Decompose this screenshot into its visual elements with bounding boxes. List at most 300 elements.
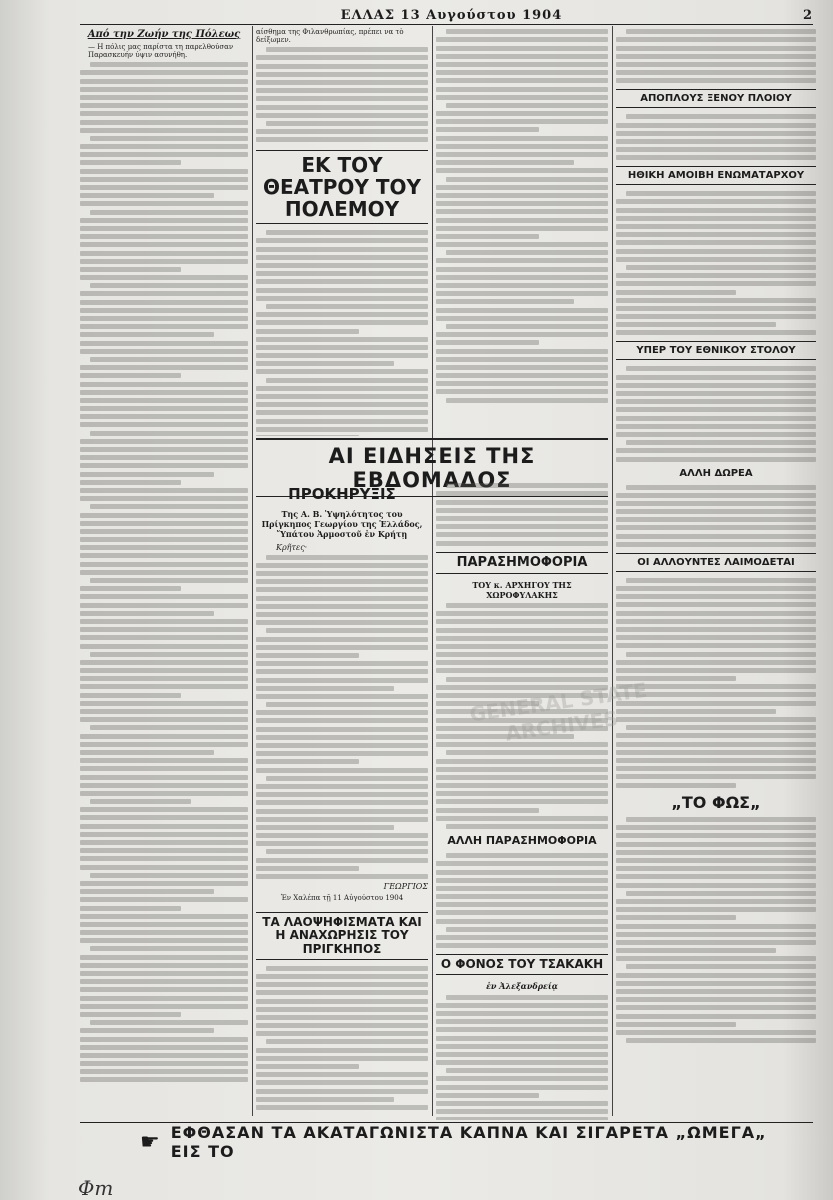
text-line bbox=[80, 553, 248, 558]
text-line bbox=[256, 64, 428, 69]
text-line bbox=[80, 365, 248, 370]
article-lead: — Η πόλις μας παρίστα τη παρελθούσαν Παρασκευήν ύψιν ασυνήθη. bbox=[88, 43, 234, 59]
text-line bbox=[616, 899, 816, 904]
edict-signature: ΓΕΩΡΓΙΟΣ bbox=[383, 882, 428, 892]
text-line bbox=[256, 809, 428, 814]
text-line bbox=[446, 750, 608, 755]
text-line bbox=[256, 1015, 428, 1020]
text-line bbox=[256, 238, 428, 243]
text-line bbox=[616, 766, 816, 771]
text-line bbox=[80, 537, 248, 542]
text-line bbox=[256, 394, 428, 399]
text-line bbox=[616, 501, 816, 506]
text-line bbox=[436, 767, 608, 772]
handwritten-signature: Φm bbox=[78, 1176, 114, 1200]
text-line bbox=[256, 800, 428, 805]
text-line bbox=[80, 95, 248, 100]
text-line bbox=[616, 407, 816, 412]
text-line bbox=[616, 257, 816, 262]
text-line bbox=[80, 897, 248, 902]
text-line bbox=[436, 1036, 608, 1041]
text-line bbox=[80, 938, 248, 943]
text-line bbox=[446, 824, 608, 829]
text-line bbox=[256, 1072, 428, 1077]
text-line bbox=[256, 435, 359, 436]
text-line bbox=[256, 563, 428, 568]
text-line bbox=[626, 964, 816, 969]
article-body bbox=[616, 191, 816, 335]
text-line bbox=[80, 529, 248, 534]
text-line bbox=[80, 169, 248, 174]
text-line bbox=[436, 619, 608, 624]
text-line bbox=[436, 95, 608, 100]
text-line bbox=[80, 856, 248, 861]
text-line bbox=[256, 768, 428, 773]
advert-text: ΕΦΘΑΣΑΝ ΤΑ ΑΚΑΤΑΓΩΝΙΣΤΑ ΚΑΠΝΑ ΚΑΙ ΣΙΓΑΡΕΤΑ „ΩΜΕΓΑ„ ΕΙΣ ΤΟ bbox=[170, 1123, 767, 1161]
text-line bbox=[80, 881, 248, 886]
text-line bbox=[256, 361, 394, 366]
text-line bbox=[616, 62, 816, 67]
text-line bbox=[256, 596, 428, 601]
text-line bbox=[436, 878, 608, 883]
text-line bbox=[616, 542, 816, 547]
text-line bbox=[80, 832, 248, 837]
text-line bbox=[446, 29, 608, 34]
text-line bbox=[80, 1004, 248, 1009]
text-line bbox=[80, 242, 248, 247]
text-line bbox=[436, 1060, 608, 1065]
text-line bbox=[436, 910, 608, 915]
text-line bbox=[80, 791, 248, 796]
text-line bbox=[266, 378, 428, 383]
edict-heading: ΠΡΟΚΗΡΥΞΙΣ bbox=[288, 485, 396, 503]
text-line bbox=[90, 62, 248, 67]
text-line bbox=[616, 147, 816, 152]
text-line bbox=[616, 940, 816, 945]
column-heading: Από την Ζωήν της Πόλεως bbox=[87, 29, 241, 40]
collars-heading: ΟΙ ΑΛΛΟΥΝΤΕΣ ΛΑΙΜΟΔΕΤΑΙ bbox=[616, 553, 816, 572]
text-line bbox=[80, 586, 181, 591]
text-line bbox=[256, 386, 428, 391]
text-line bbox=[436, 516, 608, 521]
text-line bbox=[616, 956, 816, 961]
text-line bbox=[256, 96, 428, 101]
text-line bbox=[256, 817, 428, 822]
text-line bbox=[446, 177, 608, 182]
text-line bbox=[436, 628, 608, 633]
text-line bbox=[616, 643, 816, 648]
edict-greeting: Κρῆτες· bbox=[276, 542, 308, 552]
text-line bbox=[436, 652, 608, 657]
text-line bbox=[616, 684, 816, 689]
edict-date: Ἐν Χαλέπα τῇ 11 Αὐγούστου 1904 bbox=[280, 894, 404, 903]
text-line bbox=[80, 390, 248, 395]
text-line bbox=[436, 373, 608, 378]
text-line bbox=[80, 594, 248, 599]
text-line bbox=[80, 906, 181, 911]
text-line bbox=[446, 103, 608, 108]
text-line bbox=[436, 611, 608, 616]
text-line bbox=[80, 971, 248, 976]
text-line bbox=[90, 799, 191, 804]
text-line bbox=[436, 500, 608, 505]
text-line bbox=[446, 853, 608, 858]
text-line bbox=[80, 308, 248, 313]
text-line bbox=[616, 1014, 816, 1019]
text-line bbox=[80, 734, 248, 739]
text-line bbox=[80, 103, 248, 108]
text-line bbox=[436, 894, 608, 899]
text-line bbox=[256, 1056, 428, 1061]
text-line bbox=[616, 915, 736, 920]
text-line bbox=[616, 199, 816, 204]
text-line bbox=[256, 137, 428, 142]
text-line bbox=[90, 578, 248, 583]
text-line bbox=[616, 997, 816, 1002]
text-line bbox=[616, 627, 816, 632]
text-line bbox=[436, 791, 608, 796]
text-line bbox=[616, 509, 816, 514]
text-line bbox=[80, 463, 248, 468]
text-line bbox=[80, 177, 248, 182]
text-line bbox=[266, 230, 428, 235]
text-line bbox=[436, 54, 608, 59]
text-line bbox=[436, 1117, 608, 1120]
text-line bbox=[80, 644, 248, 649]
text-line bbox=[80, 341, 248, 346]
text-line bbox=[256, 833, 428, 838]
text-line bbox=[256, 571, 428, 576]
text-line bbox=[616, 432, 816, 437]
text-line bbox=[446, 603, 608, 608]
text-line bbox=[616, 314, 816, 319]
text-line bbox=[256, 579, 428, 584]
text-line bbox=[436, 46, 608, 51]
text-line bbox=[616, 424, 816, 429]
text-line bbox=[80, 709, 248, 714]
text-line bbox=[616, 692, 816, 697]
text-line bbox=[80, 447, 248, 452]
text-line bbox=[616, 1005, 816, 1010]
article-body bbox=[256, 230, 428, 436]
text-line bbox=[256, 694, 428, 699]
text-line bbox=[436, 726, 608, 731]
text-line bbox=[266, 555, 428, 560]
text-line bbox=[256, 263, 428, 268]
text-line bbox=[266, 628, 428, 633]
column-4 bbox=[616, 26, 816, 1121]
text-line bbox=[256, 612, 428, 617]
column-divider bbox=[432, 26, 433, 1116]
text-line bbox=[256, 990, 428, 995]
text-line bbox=[80, 1053, 248, 1058]
edict-subheading: Της Α. Β. Ὑψηλότητος του Πρίγκηπος Γεωργίου της Ἑλλάδος, Ὕπάτου Ἁρμοστοῦ ἐν Κρήτῃ bbox=[261, 508, 423, 539]
text-line bbox=[616, 619, 816, 624]
column-2-top bbox=[256, 26, 428, 436]
text-line bbox=[436, 218, 608, 223]
text-line bbox=[616, 602, 816, 607]
text-line bbox=[436, 144, 608, 149]
text-line bbox=[436, 308, 608, 313]
text-line bbox=[80, 684, 248, 689]
text-line bbox=[90, 283, 248, 288]
text-line bbox=[80, 79, 248, 84]
text-line bbox=[626, 652, 816, 657]
text-line bbox=[80, 987, 248, 992]
text-line bbox=[90, 725, 248, 730]
text-line bbox=[616, 273, 816, 278]
column-1 bbox=[80, 26, 248, 1121]
text-line bbox=[616, 709, 776, 714]
text-line bbox=[80, 775, 248, 780]
text-line bbox=[256, 80, 428, 85]
text-line bbox=[256, 345, 428, 350]
text-line bbox=[256, 669, 428, 674]
text-line bbox=[436, 1109, 608, 1114]
text-line bbox=[80, 521, 248, 526]
text-line bbox=[626, 725, 816, 730]
text-line bbox=[436, 886, 608, 891]
text-line bbox=[256, 858, 428, 863]
text-line bbox=[80, 889, 214, 894]
text-line bbox=[80, 1037, 248, 1042]
text-line bbox=[616, 123, 816, 128]
text-line bbox=[436, 1003, 608, 1008]
text-line bbox=[256, 727, 428, 732]
text-line bbox=[256, 337, 428, 342]
text-line bbox=[256, 759, 359, 764]
text-line bbox=[80, 144, 248, 149]
text-line bbox=[446, 927, 608, 932]
text-line bbox=[436, 185, 608, 190]
article-body bbox=[616, 114, 816, 160]
text-line bbox=[436, 332, 608, 337]
text-line bbox=[616, 70, 816, 75]
text-line bbox=[446, 324, 608, 329]
text-line bbox=[626, 440, 816, 445]
text-line bbox=[616, 924, 816, 929]
text-line bbox=[256, 279, 428, 284]
text-line bbox=[436, 943, 608, 948]
text-line bbox=[436, 299, 574, 304]
text-line bbox=[256, 784, 428, 789]
text-line bbox=[80, 1077, 248, 1082]
text-line bbox=[616, 216, 816, 221]
text-line bbox=[436, 799, 608, 804]
text-line bbox=[256, 710, 428, 715]
text-line bbox=[436, 160, 574, 165]
text-line bbox=[80, 930, 248, 935]
text-line bbox=[80, 979, 248, 984]
article-body bbox=[616, 817, 816, 1043]
text-line bbox=[80, 676, 248, 681]
text-line bbox=[616, 330, 816, 335]
article-body bbox=[80, 62, 248, 1082]
text-line bbox=[436, 37, 608, 42]
text-line bbox=[436, 152, 608, 157]
text-line bbox=[436, 775, 608, 780]
text-line bbox=[616, 701, 816, 706]
text-line bbox=[256, 247, 428, 252]
text-line bbox=[616, 290, 736, 295]
text-line bbox=[256, 645, 428, 650]
text-line bbox=[446, 398, 608, 403]
text-line bbox=[436, 209, 608, 214]
text-line bbox=[256, 88, 428, 93]
text-line bbox=[616, 774, 816, 779]
text-line bbox=[436, 242, 608, 247]
text-line bbox=[80, 218, 248, 223]
text-line bbox=[616, 1030, 816, 1035]
text-line bbox=[616, 249, 816, 254]
masthead bbox=[80, 6, 813, 24]
text-line bbox=[80, 824, 248, 829]
text-line bbox=[436, 87, 608, 92]
text-line bbox=[256, 410, 428, 415]
text-line bbox=[256, 982, 428, 987]
text-line bbox=[616, 750, 816, 755]
text-line bbox=[80, 807, 248, 812]
text-line bbox=[436, 1011, 608, 1016]
text-line bbox=[616, 948, 776, 953]
text-line bbox=[446, 995, 608, 1000]
text-line bbox=[436, 78, 608, 83]
text-line bbox=[436, 541, 608, 546]
award-heading: ΠΑΡΑΣΗΜΟΦΟΡΙΑ bbox=[436, 552, 608, 574]
text-line bbox=[256, 1080, 428, 1085]
text-line bbox=[90, 1020, 248, 1025]
text-line bbox=[626, 485, 816, 490]
text-line bbox=[436, 759, 608, 764]
text-line bbox=[256, 1097, 394, 1102]
murder-heading: Ο ΦΟΝΟΣ ΤΟΥ ΤΣΑΚΑΚΗ bbox=[436, 954, 608, 975]
text-line bbox=[436, 201, 608, 206]
text-line bbox=[446, 483, 608, 488]
text-line bbox=[616, 37, 816, 42]
article-text: αίσθημα της Φιλανθρωπίας, πρέπει να τὸ δείξωμεν. bbox=[256, 28, 404, 44]
text-line bbox=[80, 160, 181, 165]
text-line bbox=[80, 922, 248, 927]
text-line bbox=[436, 668, 608, 673]
article-body bbox=[616, 366, 816, 461]
text-line bbox=[616, 981, 816, 986]
text-line bbox=[80, 70, 248, 75]
text-line bbox=[80, 848, 248, 853]
text-line bbox=[616, 517, 816, 522]
text-line bbox=[436, 935, 608, 940]
text-line bbox=[436, 742, 608, 747]
text-line bbox=[616, 534, 816, 539]
text-line bbox=[436, 902, 608, 907]
donation-heading: ΑΛΛΗ ΔΩΡΕΑ bbox=[679, 467, 753, 479]
text-line bbox=[80, 251, 248, 256]
text-line bbox=[80, 398, 248, 403]
text-line bbox=[80, 914, 248, 919]
text-line bbox=[80, 193, 214, 198]
text-line bbox=[436, 357, 608, 362]
text-line bbox=[616, 139, 816, 144]
text-line bbox=[256, 974, 428, 979]
column-divider bbox=[252, 26, 253, 1116]
column-3-top bbox=[436, 26, 608, 436]
text-line bbox=[80, 701, 248, 706]
text-line bbox=[616, 399, 816, 404]
text-line bbox=[626, 366, 816, 371]
text-line bbox=[616, 611, 816, 616]
article-body bbox=[616, 485, 816, 547]
text-line bbox=[80, 316, 248, 321]
text-line bbox=[616, 742, 816, 747]
text-line bbox=[436, 1052, 608, 1057]
text-line bbox=[80, 259, 248, 264]
text-line bbox=[80, 635, 248, 640]
text-line bbox=[436, 709, 608, 714]
text-line bbox=[616, 416, 816, 421]
text-line bbox=[80, 291, 248, 296]
text-line bbox=[436, 718, 608, 723]
text-line bbox=[90, 210, 248, 215]
text-line bbox=[80, 455, 248, 460]
text-line bbox=[80, 406, 248, 411]
text-line bbox=[616, 907, 816, 912]
text-line bbox=[80, 766, 248, 771]
text-line bbox=[616, 717, 816, 722]
text-line bbox=[80, 373, 181, 378]
text-line bbox=[616, 457, 816, 462]
text-line bbox=[436, 119, 608, 124]
text-line bbox=[616, 668, 816, 673]
text-line bbox=[446, 677, 608, 682]
text-line bbox=[266, 47, 428, 52]
text-line bbox=[616, 155, 816, 160]
pointing-hand-icon: ☛ bbox=[140, 1129, 161, 1155]
edict-body bbox=[256, 555, 428, 879]
text-line bbox=[80, 234, 248, 239]
text-line bbox=[436, 365, 608, 370]
text-line bbox=[256, 271, 428, 276]
text-line bbox=[256, 113, 428, 118]
text-line bbox=[256, 329, 359, 334]
text-line bbox=[436, 267, 608, 272]
text-line bbox=[80, 152, 248, 157]
text-line bbox=[436, 870, 608, 875]
text-line bbox=[80, 128, 248, 133]
text-line bbox=[626, 29, 816, 34]
text-line bbox=[436, 291, 608, 296]
text-line bbox=[80, 815, 248, 820]
text-line bbox=[616, 383, 816, 388]
text-line bbox=[80, 267, 181, 272]
text-line bbox=[616, 883, 816, 888]
article-body bbox=[436, 853, 608, 948]
fleet-heading: ΥΠΕΡ ΤΟΥ ΕΘΝΙΚΟΥ ΣΤΟΛΟΥ bbox=[616, 341, 816, 360]
murder-subheading: ἐν Ἀλεξανδρείᾳ bbox=[486, 981, 558, 992]
text-line bbox=[256, 866, 359, 871]
text-line bbox=[436, 127, 539, 132]
text-line bbox=[436, 532, 608, 537]
text-line bbox=[616, 298, 816, 303]
text-line bbox=[80, 660, 248, 665]
text-line bbox=[80, 513, 248, 518]
text-line bbox=[256, 587, 428, 592]
text-line bbox=[616, 46, 816, 51]
text-line bbox=[616, 825, 816, 830]
text-line bbox=[256, 288, 428, 293]
text-line bbox=[80, 619, 248, 624]
article-body bbox=[436, 29, 608, 402]
text-line bbox=[90, 136, 248, 141]
text-line bbox=[616, 493, 816, 498]
